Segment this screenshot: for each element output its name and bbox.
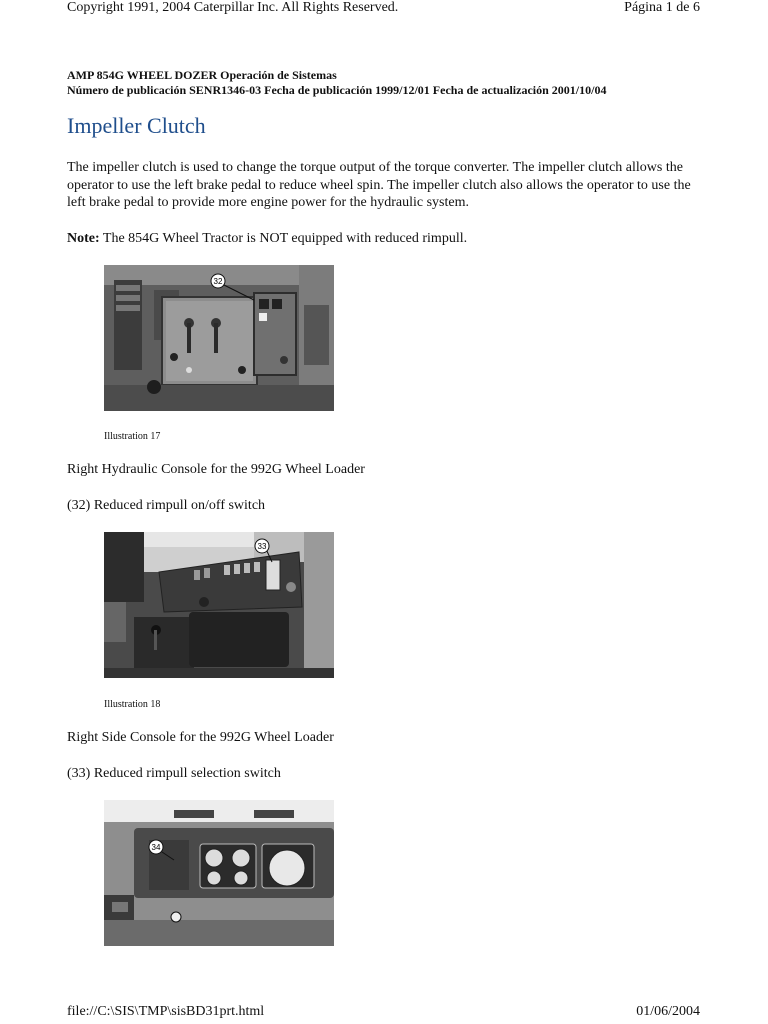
callout-33: 33 xyxy=(257,542,267,551)
note-text: The 854G Wheel Tractor is NOT equipped with reduced rimpull. xyxy=(99,231,468,246)
illustration-17-caption: Right Hydraulic Console for the 992G Wheel Loader xyxy=(67,462,365,477)
illustration-18-photo xyxy=(104,532,334,678)
footer-date: 01/06/2004 xyxy=(636,1004,700,1019)
page-number: Página 1 de 6 xyxy=(624,0,700,15)
copyright-header: Copyright 1991, 2004 Caterpillar Inc. All Rights Reserved. xyxy=(67,0,399,15)
illustration-18-label: Illustration 18 xyxy=(104,699,161,710)
document-meta xyxy=(67,68,606,98)
illustration-17-photo xyxy=(104,265,334,411)
note-paragraph xyxy=(67,230,707,248)
item-33-description: (33) Reduced rimpull selection switch xyxy=(67,766,281,781)
illustration-17-label: Illustration 17 xyxy=(104,431,161,442)
publication-line: Número de publicación SENR1346-03 Fecha de publicación 1999/12/01 Fecha de actualización 2001/10/04 xyxy=(67,83,607,97)
note-label: Note: xyxy=(67,231,100,246)
product-line: AMP 854G WHEEL DOZER Operación de Sistemas xyxy=(67,68,337,82)
item-32-description: (32) Reduced rimpull on/off switch xyxy=(67,498,266,513)
page-title: Impeller Clutch xyxy=(67,113,206,138)
footer-file-path: file://C:\SIS\TMP\sisBD31prt.html xyxy=(67,1004,265,1019)
illustration-18-caption: Right Side Console for the 992G Wheel Loader xyxy=(67,730,334,745)
intro-paragraph: The impeller clutch is used to change the torque output of the torque converter. The impeller clutch allows the operator to use the left brake pedal to reduce wheel spin. The impeller clutch also allows the operator to use the left brake pedal to provide more engine power for the hydraulic system. xyxy=(67,160,691,210)
callout-34: 34 xyxy=(151,843,161,852)
callout-32: 32 xyxy=(213,277,223,286)
illustration-19-photo xyxy=(104,800,334,946)
